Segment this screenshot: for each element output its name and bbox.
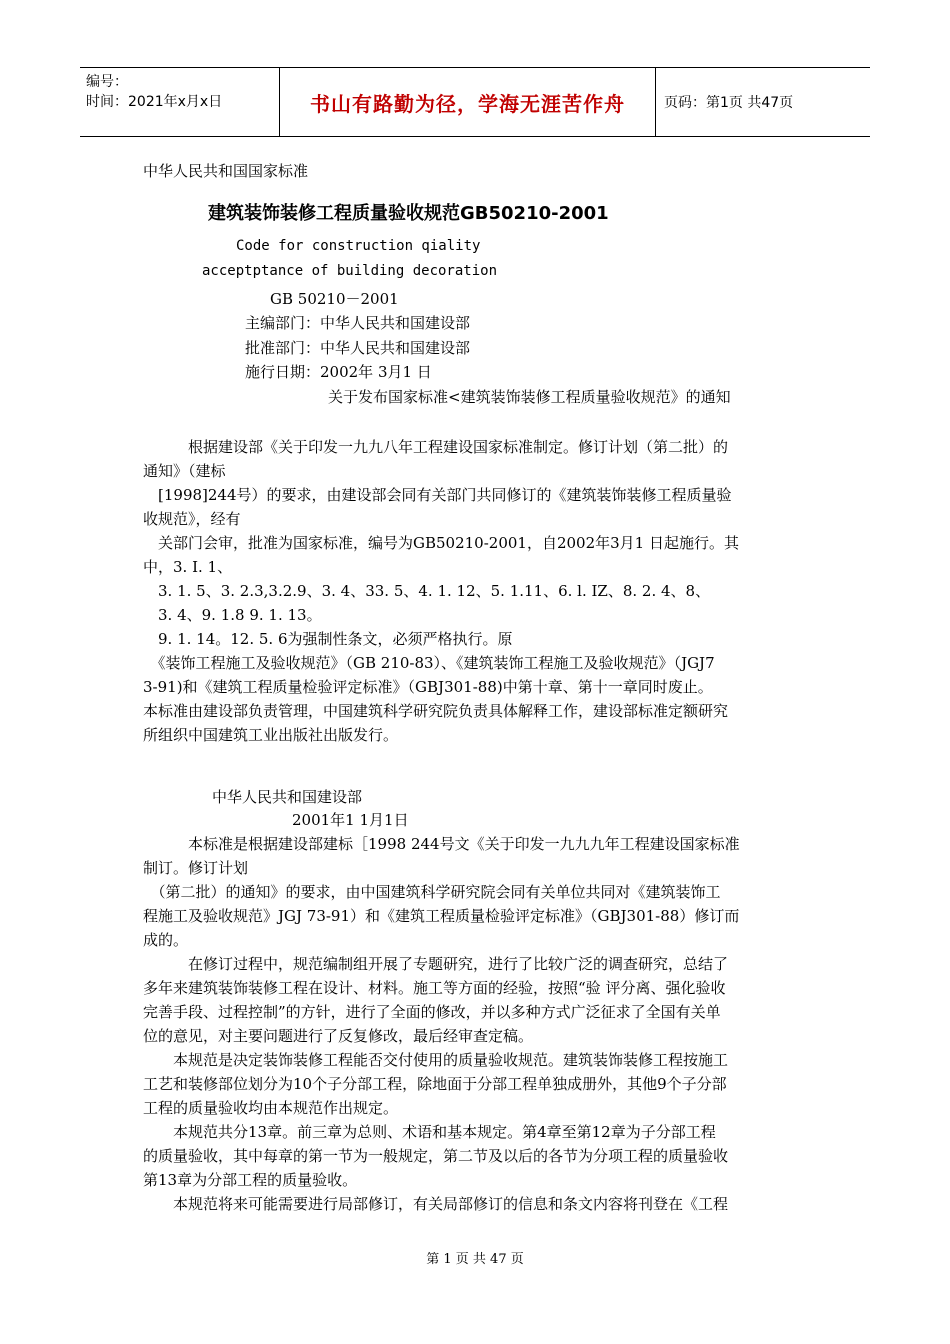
editor-department: 主编部门：中华人民共和国建设部 (245, 314, 471, 332)
english-title-line-1: Code for construction qiality (236, 238, 481, 254)
text-line: 收规范》，经有 (143, 510, 241, 528)
text-line: 第13章为分部工程的质量验收。 (143, 1171, 358, 1189)
text-line: 3. 4、9. 1.8 9. 1. 13。 (143, 606, 322, 624)
text-line: 通知》（建标 (143, 462, 226, 480)
page-header (80, 67, 870, 137)
header-page-info: 页码：第1页 共47页 (664, 95, 794, 111)
standard-code: GB 50210－2001 (270, 290, 399, 308)
text-line: 本标准是根据建设部建标［1998 244号文《关于印发一九九九年工程建设国家标准 (143, 835, 740, 853)
text-line: 9. 1. 14。12. 5. 6为强制性条文，必须严格执行。原 (143, 630, 513, 648)
text-line: 成的。 (143, 931, 189, 949)
signature-date: 2001年1 1月1日 (292, 811, 409, 829)
notice-paragraph (143, 435, 811, 747)
notice-title: 关于发布国家标准<建筑装饰装修工程质量验收规范》的通知 (328, 388, 731, 406)
text-line: 位的意见，对主要问题进行了反复修改，最后经审查定稿。 (143, 1027, 534, 1045)
approval-department: 批准部门：中华人民共和国建设部 (245, 339, 471, 357)
document-title: 建筑装饰装修工程质量验收规范GB50210-2001 (208, 203, 609, 224)
header-motto: 书山有路勤为径，学海无涯苦作舟 (280, 68, 656, 136)
text-line: 3-91)和《建筑工程质量检验评定标准》（GBJ301-88)中第十章、第十一章同时废止。 (143, 678, 713, 696)
document-number-label: 编号： (86, 74, 128, 90)
text-line: 在修订过程中，规范编制组开展了专题研究，进行了比较广泛的调查研究，总结了 (143, 955, 729, 973)
text-line: 程施工及验收规范》JGJ 73-91）和《建筑工程质量检验评定标准》（GBJ301-88）修订而 (143, 907, 740, 925)
text-line: 《装饰工程施工及验收规范》（GB 210-83）、《建筑装饰工程施工及验收规范》（JGJ7 (143, 654, 715, 672)
text-line: 根据建设部《关于印发一九九八年工程建设国家标准制定。修订计划（第二批）的 (143, 438, 729, 456)
text-line: 关部门会审，批准为国家标准，编号为GB50210-2001，自2002年3月1 日起施行。其 (143, 534, 739, 552)
text-line: 本规范将来可能需要进行局部修订，有关局部修订的信息和条文内容将刊登在《工程 (143, 1195, 729, 1213)
text-line: 3. 1. 5、3. 2.3,3.2.9、3. 4、33. 5、4. 1. 12、5. 1.11、6. l. IZ、8. 2. 4、8、 (143, 582, 711, 600)
text-line: 所组织中国建筑工业出版社出版发行。 (143, 726, 399, 744)
text-line: 工艺和装修部位划分为10个子分部工程，除地面于分部工程单独成册外，其他9个子分部 (143, 1075, 727, 1093)
text-line: 中，3. I. 1、 (143, 558, 233, 576)
text-line: 本规范是决定装饰装修工程能否交付使用的质量验收规范。建筑装饰装修工程按施工 (143, 1051, 729, 1069)
english-title-line-2: acceptptance of building decoration (202, 263, 498, 279)
standard-category: 中华人民共和国国家标准 (143, 162, 309, 180)
text-line: 的质量验收，其中每章的第一节为一般规定，第二节及以后的各节为分项工程的质量验收 (143, 1147, 729, 1165)
body-paragraph (143, 832, 811, 1216)
document-date-label: 时间：2021年x月x日 (86, 94, 223, 110)
effective-date: 施行日期：2002年 3月1 日 (245, 363, 432, 381)
text-line: （第二批）的通知》的要求，由中国建筑科学研究院会同有关单位共同对《建筑装饰工 (143, 883, 721, 901)
signature-org: 中华人民共和国建设部 (212, 788, 363, 806)
text-line: 本标准由建设部负责管理，中国建筑科学研究院负责具体解释工作，建设部标准定额研究 (143, 702, 729, 720)
text-line: 多年来建筑装饰装修工程在设计、材料。施工等方面的经验，按照“验 评分离、强化验收 (143, 979, 726, 997)
text-line: 完善手段、过程控制”的方针，进行了全面的修改，并以多种方式广泛征求了全国有关单 (143, 1003, 721, 1021)
header-meta (80, 68, 280, 136)
text-line: 制订。修订计划 (143, 859, 249, 877)
text-line: [1998]244号）的要求，由建设部会同有关部门共同修订的《建筑装饰装修工程质量验 (143, 486, 732, 504)
text-line: 工程的质量验收均由本规范作出规定。 (143, 1099, 399, 1117)
text-line: 本规范共分13章。前三章为总则、术语和基本规定。第4章至第12章为子分部工程 (143, 1123, 716, 1141)
page-footer: 第 1 页 共 47 页 (426, 1252, 524, 1267)
